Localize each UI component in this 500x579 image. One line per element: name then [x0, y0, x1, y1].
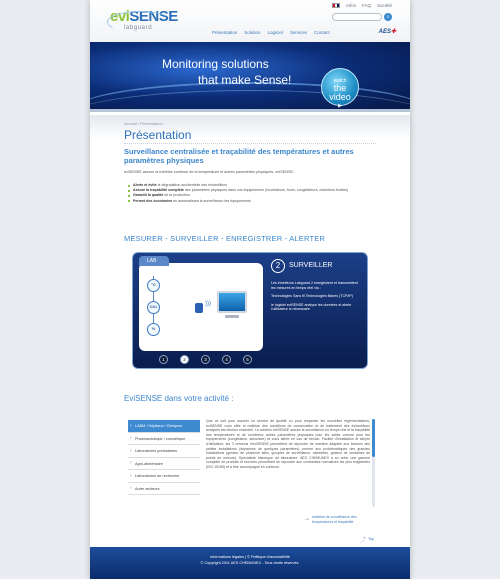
step-dot-1[interactable]: 1 — [159, 355, 168, 364]
section-activity-title: EviSENSE dans votre activité : — [124, 394, 234, 403]
bullet-bold: Permet des économies — [133, 198, 173, 203]
toplink-societe[interactable]: Société — [376, 3, 392, 8]
nav-services[interactable]: Services — [289, 30, 308, 35]
footer-links[interactable]: Informations légales | © Politique d'accessibilité — [210, 555, 290, 559]
nav-contact[interactable]: Contact — [314, 30, 330, 35]
video-player[interactable] — [132, 252, 368, 369]
arrow-right-icon: ➝ — [304, 517, 310, 523]
main-content — [90, 115, 410, 547]
nav-solution[interactable]: Solution — [244, 30, 261, 35]
activity-item-recherche[interactable]: › Laboratoires de recherche — [128, 470, 200, 483]
toplink-faq[interactable]: FAQ — [361, 3, 371, 8]
step-number: 2 — [271, 259, 285, 273]
step-text-2: Technologies Sans fil Technologies filaires (TCP/IP) — [271, 294, 354, 299]
intro-text: eviSENSE assure la maîtrise continue de la température et autres paramètres physiques. eviSENSE : — [124, 170, 296, 174]
top-links — [332, 3, 392, 8]
activity-item-pharma[interactable]: › Pharmaceutique / cosmétique — [128, 433, 200, 446]
nav-logiciel[interactable]: Logiciel — [267, 30, 283, 35]
monitor-icon — [217, 291, 247, 313]
co2-icon: CO₂ — [147, 301, 160, 314]
activity-scrollbar[interactable] — [372, 419, 375, 507]
logo-ev: evi — [110, 8, 130, 25]
bullet-bold: Garantit la qualité — [133, 193, 164, 198]
temperature-icon: °C — [147, 279, 160, 292]
humidity-icon: % — [147, 323, 160, 336]
page-container — [90, 0, 410, 579]
video-label: the video — [329, 83, 351, 102]
play-icon: ▶ — [338, 103, 342, 109]
more-link[interactable]: maîtrise de surveillance des températures et traçabilité — [312, 515, 357, 524]
banner-line-2: that make Sense! — [198, 73, 292, 87]
step-dot-3[interactable]: 3 — [201, 355, 210, 364]
logo-swoosh-icon — [107, 11, 173, 33]
step-pager — [159, 355, 252, 364]
bullet-text: la dégradation accidentelle des échantillons — [156, 183, 228, 187]
bullet-text: des paramètres physiques dans vos équipements (incubateurs, fours, congélateurs, chambres froides) — [183, 188, 349, 193]
evisense-logo[interactable] — [110, 8, 178, 37]
lab-panel — [139, 258, 263, 351]
nav-presentation[interactable]: Présentation — [212, 30, 238, 35]
search-box — [332, 13, 392, 21]
page-title: Présentation — [124, 128, 192, 142]
scrollbar-thumb[interactable] — [372, 419, 375, 457]
activity-description: Que ce soit pour assurer un service de qualité ou pour respecter les nouvelles réglementations, eviSENSE vous offre la maîtrise des conditions de conservation et de traitement des échantillons analysés est devenu essentiel. La solution eviSENSE assure la surveillance en temps réel et la traçabilité des températures et de nombreux autres paramètres physiques pour les salles comme pour les équipements (congélateur, autoclave) et vous alerte en cas de besoin. Facilité d'installation et simple d'utilisation, les 3 versions d'eviSENSE permettent de répondre de manière adaptée aux besoins des petites installations (dépannes de quelques paramètres) comme aux problématiques des grandes installations (gestion de plusieurs sites, groupes de surveillance, astreintes, gestion de centaines de points de mesure). Spécialiste historique du laboratoire, AES CHEMUNEX a su créer une gamme complète de produits et services permettant de répondre aux contraintes normatives les plus exigeantes (ISO 15189) et à être accompagné en continue. — [206, 419, 370, 469]
bullet-text: de la production — [163, 193, 190, 198]
activity-item-autres[interactable]: › Autre secteurs — [128, 483, 200, 496]
main-nav — [212, 30, 330, 35]
breadcrumb[interactable]: Accueil / Présentation — [124, 121, 163, 126]
list-item — [128, 199, 368, 204]
site-footer — [90, 547, 410, 579]
arrow-up-icon: ⤴ — [360, 538, 367, 544]
wireless-icon: ))) — [205, 301, 211, 307]
search-input[interactable] — [332, 13, 382, 21]
bullet-bold: Alerte et évite — [133, 183, 157, 187]
step-title: SURVEILLER — [289, 262, 333, 269]
page-subtitle: Surveillance centralisée et traçabilité des températures et autres paramètres physiques — [124, 147, 354, 165]
logo-labguard: labguard — [124, 25, 153, 31]
search-icon[interactable]: ⌕ — [384, 13, 392, 21]
watch-video-button[interactable] — [321, 68, 359, 109]
step-dot-2[interactable]: 2 — [180, 355, 189, 364]
step-text-1: Les émetteurs Labguard 2 enregistrent et transmettent les mesures en temps réel via : — [271, 281, 358, 290]
aes-cross-icon: ✚ — [390, 29, 396, 35]
aes-logo-text: AES — [378, 29, 391, 35]
footer-copyright: © Copyright 2011 AES CHEMUNEX - Tous droits réservés. — [200, 561, 300, 565]
bullet-bold: Assure la traçabilité complète — [133, 188, 184, 193]
sensor-icon — [195, 303, 203, 313]
watch-label: watch — [333, 78, 347, 84]
step-description — [271, 281, 363, 316]
hero-banner — [90, 42, 410, 112]
activity-item-agro[interactable]: › Agro-alimentaire — [128, 458, 200, 471]
step-text-3: le logiciel eviSENSE analyse les données et alerte l'utilisateur si nécessaire — [271, 302, 352, 312]
divider — [124, 143, 376, 144]
aes-logo[interactable] — [379, 28, 396, 35]
step-dot-5[interactable]: 5 — [243, 355, 252, 364]
site-header — [90, 0, 410, 42]
feature-list — [128, 183, 368, 204]
top-link[interactable]: Top — [368, 537, 375, 541]
section-measure-title: MESURER - SURVEILLER - ENREGISTRER - ALERTER — [124, 234, 326, 243]
logo-sense: SENSE — [129, 8, 178, 25]
toplink-infos[interactable]: Infos — [346, 3, 356, 8]
monitor-stand — [225, 315, 239, 318]
banner-line-1: Monitoring solutions — [162, 57, 269, 71]
activity-item-prestataires[interactable]: › Laboratoires prestataires — [128, 445, 200, 458]
bullet-text: en automatisant la surveillance des équipements — [172, 198, 251, 203]
step-dot-4[interactable]: 4 — [222, 355, 231, 364]
lab-tab: LAB — [139, 256, 169, 266]
activity-item-labm[interactable]: › LABM / Hôpitaux / Cliniques — [128, 420, 200, 433]
uk-flag-icon[interactable] — [332, 3, 340, 8]
activity-menu — [128, 420, 200, 495]
